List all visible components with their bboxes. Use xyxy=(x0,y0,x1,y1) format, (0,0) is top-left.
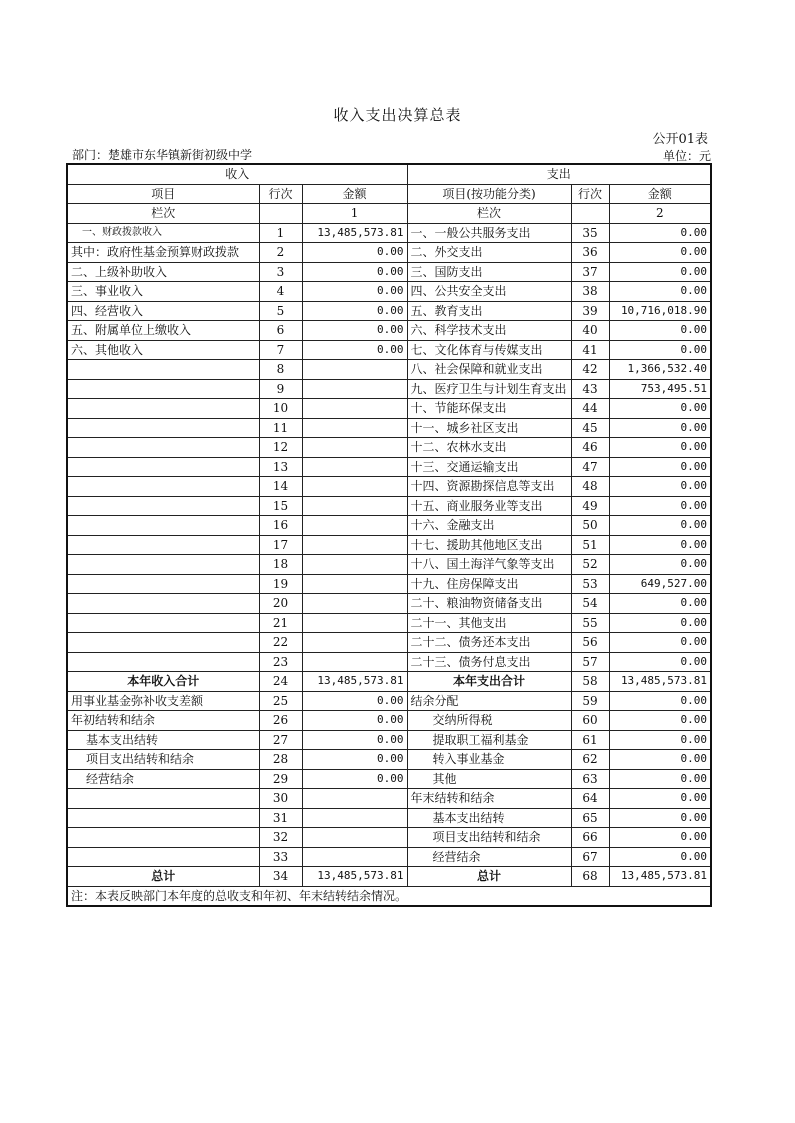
income-item: 五、附属单位上缴收入 xyxy=(67,321,259,341)
income-row-no: 30 xyxy=(259,789,302,809)
expense-amount: 1,366,532.40 xyxy=(609,360,711,380)
income-row-no: 22 xyxy=(259,633,302,653)
income-item xyxy=(67,457,259,477)
expense-item: 二十二、债务还本支出 xyxy=(407,633,571,653)
income-item xyxy=(67,516,259,536)
income-row-no: 27 xyxy=(259,730,302,750)
expense-item: 二、外交支出 xyxy=(407,243,571,263)
expense-amount: 649,527.00 xyxy=(609,574,711,594)
expense-item: 结余分配 xyxy=(407,691,571,711)
expense-amount: 13,485,573.81 xyxy=(609,867,711,887)
expense-row-no: 37 xyxy=(571,262,609,282)
expense-row-no: 54 xyxy=(571,594,609,614)
expense-amount: 0.00 xyxy=(609,789,711,809)
expense-amount: 0.00 xyxy=(609,223,711,243)
income-amount xyxy=(302,808,407,828)
income-row-no: 24 xyxy=(259,672,302,692)
table-row xyxy=(67,847,711,867)
expense-row-no: 46 xyxy=(571,438,609,458)
income-item xyxy=(67,496,259,516)
income-row-no: 4 xyxy=(259,282,302,302)
table-row xyxy=(67,828,711,848)
expense-amount: 0.00 xyxy=(609,321,711,341)
income-amount: 0.00 xyxy=(302,769,407,789)
income-amount xyxy=(302,496,407,516)
income-row-no: 18 xyxy=(259,555,302,575)
expense-item: 项目支出结转和结余 xyxy=(407,828,571,848)
income-row-no: 10 xyxy=(259,399,302,419)
income-item xyxy=(67,652,259,672)
expense-amount: 0.00 xyxy=(609,847,711,867)
header-row-section xyxy=(67,164,711,184)
income-amount: 0.00 xyxy=(302,711,407,731)
expense-item: 十九、住房保障支出 xyxy=(407,574,571,594)
expense-item: 一、一般公共服务支出 xyxy=(407,223,571,243)
expense-row-no: 60 xyxy=(571,711,609,731)
expense-row-no: 44 xyxy=(571,399,609,419)
income-amount xyxy=(302,535,407,555)
table-row xyxy=(67,555,711,575)
expense-amount: 0.00 xyxy=(609,282,711,302)
income-item xyxy=(67,633,259,653)
income-item xyxy=(67,477,259,497)
form-code: 公开01表 xyxy=(652,132,708,147)
income-item: 用事业基金弥补收支差额 xyxy=(67,691,259,711)
income-item xyxy=(67,847,259,867)
expense-row-no: 66 xyxy=(571,828,609,848)
expense-amount: 0.00 xyxy=(609,691,711,711)
income-amount: 0.00 xyxy=(302,262,407,282)
col-index-1: 1 xyxy=(302,204,407,224)
expense-row-no: 56 xyxy=(571,633,609,653)
income-item xyxy=(67,613,259,633)
table-row xyxy=(67,301,711,321)
expense-amount: 13,485,573.81 xyxy=(609,672,711,692)
header-row-index xyxy=(67,204,711,224)
expense-amount: 0.00 xyxy=(609,633,711,653)
income-item: 基本支出结转 xyxy=(67,730,259,750)
table-row xyxy=(67,633,711,653)
income-amount xyxy=(302,477,407,497)
income-amount xyxy=(302,360,407,380)
expense-row-no: 59 xyxy=(571,691,609,711)
income-amount xyxy=(302,613,407,633)
income-amount xyxy=(302,828,407,848)
expense-amount: 0.00 xyxy=(609,750,711,770)
income-amount xyxy=(302,555,407,575)
expense-item: 交纳所得税 xyxy=(407,711,571,731)
income-amount: 0.00 xyxy=(302,340,407,360)
note-text: 注：本表反映部门本年度的总收支和年初、年末结转结余情况。 xyxy=(67,886,711,906)
income-item xyxy=(67,808,259,828)
income-row-no: 3 xyxy=(259,262,302,282)
expense-amount: 0.00 xyxy=(609,594,711,614)
col-label-2: 栏次 xyxy=(407,204,571,224)
table-row xyxy=(67,711,711,731)
income-item: 三、事业收入 xyxy=(67,282,259,302)
income-row-no: 17 xyxy=(259,535,302,555)
expense-item: 十四、资源勘探信息等支出 xyxy=(407,477,571,497)
expense-item: 转入事业基金 xyxy=(407,750,571,770)
income-amount: 0.00 xyxy=(302,730,407,750)
col-item: 项目 xyxy=(67,184,259,204)
expense-amount: 0.00 xyxy=(609,399,711,419)
expense-item: 二十一、其他支出 xyxy=(407,613,571,633)
income-amount: 0.00 xyxy=(302,282,407,302)
income-row-no: 23 xyxy=(259,652,302,672)
expense-item: 经营结余 xyxy=(407,847,571,867)
expense-item: 年末结转和结余 xyxy=(407,789,571,809)
expense-row-no: 55 xyxy=(571,613,609,633)
unit-label: 单位：元 xyxy=(662,149,711,163)
table-row xyxy=(67,262,711,282)
income-item: 年初结转和结余 xyxy=(67,711,259,731)
header-row-columns xyxy=(67,184,711,204)
table-row xyxy=(67,535,711,555)
income-row-no: 31 xyxy=(259,808,302,828)
page-title: 收入支出决算总表 xyxy=(333,106,462,124)
table-row xyxy=(67,496,711,516)
expense-item: 本年支出合计 xyxy=(407,672,571,692)
expense-row-no: 42 xyxy=(571,360,609,380)
income-amount xyxy=(302,789,407,809)
expense-amount: 0.00 xyxy=(609,535,711,555)
col-label: 栏次 xyxy=(67,204,259,224)
expense-amount: 0.00 xyxy=(609,262,711,282)
income-amount xyxy=(302,847,407,867)
expense-row-no: 40 xyxy=(571,321,609,341)
income-row-no: 16 xyxy=(259,516,302,536)
expense-item: 十八、国土海洋气象等支出 xyxy=(407,555,571,575)
table-row xyxy=(67,438,711,458)
expense-item: 十五、商业服务业等支出 xyxy=(407,496,571,516)
expense-item: 提取职工福利基金 xyxy=(407,730,571,750)
income-amount xyxy=(302,574,407,594)
expense-amount: 0.00 xyxy=(609,711,711,731)
expense-header: 支出 xyxy=(407,164,711,184)
income-row-no: 25 xyxy=(259,691,302,711)
income-item: 其中：政府性基金预算财政拨款 xyxy=(67,243,259,263)
income-row-no: 29 xyxy=(259,769,302,789)
table-row xyxy=(67,613,711,633)
income-row-no: 20 xyxy=(259,594,302,614)
expense-item: 总计 xyxy=(407,867,571,887)
expense-amount: 0.00 xyxy=(609,477,711,497)
expense-item: 三、国防支出 xyxy=(407,262,571,282)
income-amount xyxy=(302,399,407,419)
department-label: 部门：楚雄市东华镇新街初级中学 xyxy=(72,148,253,162)
expense-row-no: 50 xyxy=(571,516,609,536)
table-row xyxy=(67,808,711,828)
table-row xyxy=(67,516,711,536)
income-item xyxy=(67,789,259,809)
expense-item: 十三、交通运输支出 xyxy=(407,457,571,477)
income-row-no: 13 xyxy=(259,457,302,477)
expense-row-no: 57 xyxy=(571,652,609,672)
income-row-no: 12 xyxy=(259,438,302,458)
income-row-no: 5 xyxy=(259,301,302,321)
income-amount: 0.00 xyxy=(302,321,407,341)
expense-item: 五、教育支出 xyxy=(407,301,571,321)
income-item xyxy=(67,360,259,380)
expense-item: 二十三、债务付息支出 xyxy=(407,652,571,672)
expense-amount: 0.00 xyxy=(609,652,711,672)
col-row-no: 行次 xyxy=(259,184,302,204)
income-item: 六、其他收入 xyxy=(67,340,259,360)
expense-amount: 0.00 xyxy=(609,516,711,536)
income-item xyxy=(67,574,259,594)
expense-row-no: 39 xyxy=(571,301,609,321)
note-row xyxy=(67,886,711,906)
table-row xyxy=(67,652,711,672)
income-row-no: 32 xyxy=(259,828,302,848)
expense-row-no: 58 xyxy=(571,672,609,692)
table-row xyxy=(67,769,711,789)
expense-item: 其他 xyxy=(407,769,571,789)
income-item xyxy=(67,535,259,555)
income-item: 四、经营收入 xyxy=(67,301,259,321)
table-row xyxy=(67,750,711,770)
income-row-no: 9 xyxy=(259,379,302,399)
expense-amount: 0.00 xyxy=(609,769,711,789)
income-item: 二、上级补助收入 xyxy=(67,262,259,282)
table-row xyxy=(67,672,711,692)
income-amount: 0.00 xyxy=(302,301,407,321)
expense-item: 十六、金融支出 xyxy=(407,516,571,536)
expense-row-no: 38 xyxy=(571,282,609,302)
expense-row-no: 67 xyxy=(571,847,609,867)
income-item xyxy=(67,379,259,399)
expense-amount: 0.00 xyxy=(609,418,711,438)
expense-item: 六、科学技术支出 xyxy=(407,321,571,341)
income-amount: 0.00 xyxy=(302,750,407,770)
income-amount xyxy=(302,379,407,399)
empty-cell xyxy=(571,204,609,224)
expense-amount: 0.00 xyxy=(609,808,711,828)
table-row xyxy=(67,223,711,243)
table-row xyxy=(67,457,711,477)
income-row-no: 26 xyxy=(259,711,302,731)
col-amount-2: 金额 xyxy=(609,184,711,204)
table-row xyxy=(67,418,711,438)
income-row-no: 19 xyxy=(259,574,302,594)
expense-item: 九、医疗卫生与计划生育支出 xyxy=(407,379,571,399)
expense-amount: 0.00 xyxy=(609,457,711,477)
expense-row-no: 49 xyxy=(571,496,609,516)
expense-amount: 0.00 xyxy=(609,730,711,750)
income-item: 本年收入合计 xyxy=(67,672,259,692)
income-expense-table xyxy=(66,163,712,907)
col-amount: 金额 xyxy=(302,184,407,204)
empty-cell xyxy=(259,204,302,224)
income-item xyxy=(67,555,259,575)
table-row xyxy=(67,789,711,809)
income-amount xyxy=(302,457,407,477)
income-row-no: 1 xyxy=(259,223,302,243)
income-item xyxy=(67,438,259,458)
table-row xyxy=(67,243,711,263)
expense-amount: 0.00 xyxy=(609,340,711,360)
income-row-no: 33 xyxy=(259,847,302,867)
expense-row-no: 62 xyxy=(571,750,609,770)
table-row xyxy=(67,379,711,399)
expense-item: 七、文化体育与传媒支出 xyxy=(407,340,571,360)
expense-amount: 753,495.51 xyxy=(609,379,711,399)
income-item xyxy=(67,418,259,438)
expense-row-no: 61 xyxy=(571,730,609,750)
table-row xyxy=(67,867,711,887)
expense-row-no: 53 xyxy=(571,574,609,594)
income-amount: 13,485,573.81 xyxy=(302,223,407,243)
table-row xyxy=(67,360,711,380)
expense-row-no: 64 xyxy=(571,789,609,809)
income-amount: 13,485,573.81 xyxy=(302,672,407,692)
expense-item: 四、公共安全支出 xyxy=(407,282,571,302)
income-item: 项目支出结转和结余 xyxy=(67,750,259,770)
income-item xyxy=(67,594,259,614)
expense-row-no: 47 xyxy=(571,457,609,477)
expense-row-no: 41 xyxy=(571,340,609,360)
expense-row-no: 65 xyxy=(571,808,609,828)
income-amount: 0.00 xyxy=(302,691,407,711)
expense-item: 十、节能环保支出 xyxy=(407,399,571,419)
income-item xyxy=(67,399,259,419)
income-amount xyxy=(302,516,407,536)
income-row-no: 14 xyxy=(259,477,302,497)
col-row-no-2: 行次 xyxy=(571,184,609,204)
table-row xyxy=(67,321,711,341)
expense-amount: 0.00 xyxy=(609,438,711,458)
expense-amount: 0.00 xyxy=(609,243,711,263)
income-row-no: 28 xyxy=(259,750,302,770)
income-amount: 0.00 xyxy=(302,243,407,263)
income-amount xyxy=(302,418,407,438)
income-item: 一、财政拨款收入 xyxy=(67,223,259,243)
table-row xyxy=(67,340,711,360)
expense-amount: 0.00 xyxy=(609,555,711,575)
col-index-2: 2 xyxy=(609,204,711,224)
expense-row-no: 43 xyxy=(571,379,609,399)
income-amount xyxy=(302,652,407,672)
expense-row-no: 48 xyxy=(571,477,609,497)
col-item-by-function: 项目(按功能分类) xyxy=(407,184,571,204)
income-row-no: 8 xyxy=(259,360,302,380)
expense-row-no: 45 xyxy=(571,418,609,438)
income-row-no: 6 xyxy=(259,321,302,341)
income-item: 总计 xyxy=(67,867,259,887)
table-row xyxy=(67,282,711,302)
income-header: 收入 xyxy=(67,164,407,184)
expense-amount: 0.00 xyxy=(609,496,711,516)
expense-row-no: 51 xyxy=(571,535,609,555)
table-row xyxy=(67,399,711,419)
income-row-no: 11 xyxy=(259,418,302,438)
income-row-no: 21 xyxy=(259,613,302,633)
income-amount xyxy=(302,633,407,653)
table-row xyxy=(67,691,711,711)
expense-amount: 0.00 xyxy=(609,828,711,848)
income-amount xyxy=(302,438,407,458)
income-row-no: 2 xyxy=(259,243,302,263)
expense-item: 八、社会保障和就业支出 xyxy=(407,360,571,380)
table-row xyxy=(67,594,711,614)
income-row-no: 7 xyxy=(259,340,302,360)
income-amount xyxy=(302,594,407,614)
expense-item: 基本支出结转 xyxy=(407,808,571,828)
expense-row-no: 35 xyxy=(571,223,609,243)
expense-row-no: 52 xyxy=(571,555,609,575)
expense-item: 十一、城乡社区支出 xyxy=(407,418,571,438)
expense-row-no: 63 xyxy=(571,769,609,789)
expense-row-no: 68 xyxy=(571,867,609,887)
expense-amount: 10,716,018.90 xyxy=(609,301,711,321)
table-row xyxy=(67,574,711,594)
income-item xyxy=(67,828,259,848)
income-row-no: 15 xyxy=(259,496,302,516)
expense-amount: 0.00 xyxy=(609,613,711,633)
expense-item: 二十、粮油物资储备支出 xyxy=(407,594,571,614)
income-item: 经营结余 xyxy=(67,769,259,789)
expense-row-no: 36 xyxy=(571,243,609,263)
expense-item: 十七、援助其他地区支出 xyxy=(407,535,571,555)
income-amount: 13,485,573.81 xyxy=(302,867,407,887)
income-row-no: 34 xyxy=(259,867,302,887)
table-row xyxy=(67,730,711,750)
table-row xyxy=(67,477,711,497)
expense-item: 十二、农林水支出 xyxy=(407,438,571,458)
